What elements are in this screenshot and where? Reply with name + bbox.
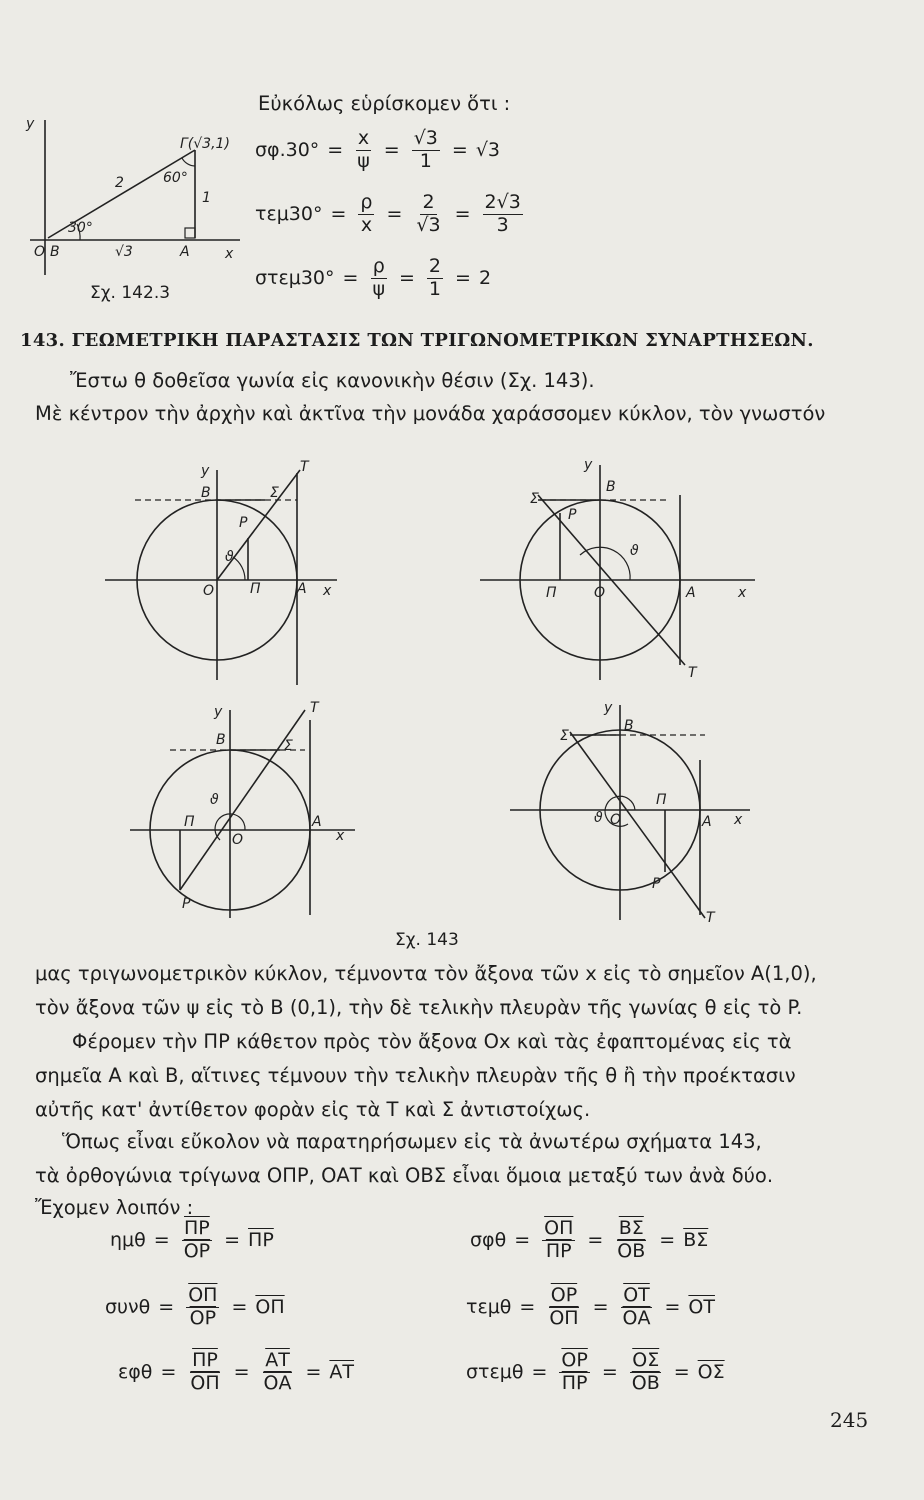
eq3-lhs: στεμ30° <box>255 267 335 290</box>
q3-label-P: P <box>182 896 191 912</box>
formula-cosecant-result: $\overline{O\Sigma}$ <box>697 1361 725 1384</box>
figure-142-3 <box>20 110 250 285</box>
formula-cotangent-frac2: $\frac{\overline{B\Sigma}}{OB}$ <box>617 1217 646 1262</box>
fig1-label-point: Γ(√3,1) <box>180 136 230 152</box>
equation-cot30: σφ.30° = $\frac{x}{\psi}$ = $\frac{√3}{1}$ = √3 <box>255 127 501 172</box>
figure-143-quadrant-4 <box>510 700 780 925</box>
q1-label-theta: ϑ <box>225 549 234 565</box>
fig1-label-60: 60° <box>163 170 188 186</box>
fig1-label-30: 30° <box>68 220 93 236</box>
paragraph-line-7: τὰ ὀρθογώνια τρίγωνα ΟΠΡ, ΟΑΤ καὶ ΟΒΣ εἶναι ὅμοια μεταξύ των ἀνὰ δύο. <box>35 1164 774 1187</box>
q1-label-y: y <box>201 463 210 479</box>
formula-tangent-result: $\overline{AT}$ <box>329 1361 355 1384</box>
terminal-side <box>180 710 305 890</box>
q4-label-x: x <box>734 812 743 828</box>
figure-143-quadrant-2 <box>480 455 770 685</box>
formula-sine-result: $\overline{\Pi P}$ <box>248 1229 274 1252</box>
q4-label-O: O <box>610 812 622 828</box>
q3-label-theta: ϑ <box>210 792 219 808</box>
q2-label-O: O <box>594 585 606 601</box>
q4-label-A: A <box>702 814 712 830</box>
q2-label-theta: ϑ <box>630 543 639 559</box>
fig1-label-sqrt3: √3 <box>115 244 133 260</box>
q1-label-P: P <box>239 515 248 531</box>
q2-label-S: Σ <box>530 491 539 507</box>
fig1-label-2: 2 <box>115 175 124 191</box>
eq2-frac2: $\frac{2}{√3}$ <box>416 191 441 236</box>
q2-label-B: B <box>606 479 616 495</box>
q1-label-S: Σ <box>270 485 279 501</box>
formula-cotangent-lhs: σφθ <box>470 1229 507 1252</box>
q4-label-theta: ϑ <box>594 810 603 826</box>
formula-cosine-frac: $\frac{\overline{O\Pi}}{OP}$ <box>188 1284 218 1329</box>
q1-label-Pi: Π <box>250 581 261 597</box>
theta-arc <box>233 557 245 580</box>
formula-tangent-frac2: $\frac{\overline{AT}}{OA}$ <box>263 1349 292 1394</box>
eq1-lhs: σφ.30° <box>255 139 320 162</box>
formula-cosecant-frac2: $\frac{\overline{O\Sigma}}{OB}$ <box>631 1349 660 1394</box>
paragraph-line-4: σημεῖα A καὶ B, αἵτινες τέμνουν τὴν τελικὴν πλευρὰν τῆς θ ἢ τὴν προέκτασιν <box>35 1064 796 1087</box>
q3-label-O: O <box>232 832 244 848</box>
q2-label-P: P <box>568 507 577 523</box>
fig1-label-y: y <box>26 116 35 132</box>
formula-cotangent-frac1: $\frac{\overline{O\Pi}}{\Pi P}$ <box>544 1217 574 1262</box>
q3-label-T: T <box>310 700 319 716</box>
q4-label-T: T <box>706 910 715 926</box>
intro-text: Εὐκόλως εὑρίσκομεν ὅτι : <box>258 92 511 115</box>
eq3-frac1: $\frac{\rho}{\psi}$ <box>372 255 385 300</box>
q2-label-y: y <box>584 457 593 473</box>
paragraph-line-6: Ὅπως εἶναι εὔκολον νὰ παρατηρήσωμεν εἰς τὰ ἀνωτέρω σχήματα 143, <box>62 1130 762 1153</box>
angle-arc-60 <box>182 158 195 166</box>
eq3-frac2: $\frac{2}{1}$ <box>428 255 442 300</box>
formula-tangent: εφθ = $\frac{\overline{\Pi P}}{O\Pi}$ = $\frac{\overline{AT}}{OA}$ = $\overline{AT}$ <box>118 1349 355 1394</box>
eq2-frac1: $\frac{\rho}{x}$ <box>360 191 373 236</box>
formula-sine-lhs: ημθ <box>110 1229 146 1252</box>
fig1-label-B: B <box>50 244 60 260</box>
q4-label-Pi: Π <box>656 792 667 808</box>
q1-label-T: T <box>300 459 309 475</box>
formula-cosine: συνθ = $\frac{\overline{O\Pi}}{OP}$ = $\overline{O\Pi}$ <box>105 1284 285 1329</box>
formula-sine: ημθ = $\frac{\overline{\Pi P}}{OP}$ = $\overline{\Pi P}$ <box>110 1217 274 1262</box>
page-number: 245 <box>830 1408 869 1432</box>
formula-secant-result: $\overline{OT}$ <box>688 1296 715 1319</box>
section-heading: 143. ΓΕΩΜΕΤΡΙΚΗ ΠΑΡΑΣΤΑΣΙΣ ΤΩΝ ΤΡΙΓΩΝΟΜΕΤΡΙΚΩΝ ΣΥΝΑΡΤΗΣΕΩΝ. <box>20 330 814 351</box>
q1-label-A: A <box>297 581 307 597</box>
fig1-label-1: 1 <box>202 190 211 206</box>
figure-142-3-caption: Σχ. 142.3 <box>90 283 171 303</box>
formula-sine-frac: $\frac{\overline{\Pi P}}{OP}$ <box>183 1217 211 1262</box>
eq1-frac2: $\frac{√3}{1}$ <box>413 127 438 172</box>
formula-tangent-frac1: $\frac{\overline{\Pi P}}{O\Pi}$ <box>190 1349 220 1394</box>
q3-label-y: y <box>214 704 223 720</box>
q2-label-T: T <box>688 665 697 681</box>
q2-label-x: x <box>738 585 747 601</box>
formula-cotangent-result: $\overline{B\Sigma}$ <box>683 1229 709 1252</box>
formula-secant: τεμθ = $\frac{\overline{OP}}{O\Pi}$ = $\frac{\overline{OT}}{OA}$ = $\overline{OT}$ <box>466 1284 715 1329</box>
figure-143-quadrant-3 <box>130 700 380 925</box>
fig1-label-x: x <box>225 246 234 262</box>
paragraph-line-1: μας τριγωνομετρικὸν κύκλον, τέμνοντα τὸν ἄξονα τῶν x εἰς τὸ σημεῖον A(1,0), <box>35 962 817 985</box>
eq3-result: 2 <box>478 267 492 290</box>
q3-label-Pi: Π <box>184 814 195 830</box>
eq2-frac3: $\frac{2√3}{3}$ <box>484 191 521 236</box>
q4-label-P: P <box>652 876 661 892</box>
formula-secant-frac2: $\frac{\overline{OT}}{OA}$ <box>622 1284 651 1329</box>
formula-cosecant: στεμθ = $\frac{\overline{OP}}{\Pi P}$ = $\frac{\overline{O\Sigma}}{OB}$ = $\overline{O\Sigma}$ <box>466 1349 725 1394</box>
formula-cosecant-lhs: στεμθ <box>466 1361 524 1384</box>
q4-label-y: y <box>604 700 613 716</box>
q1-label-B: B <box>201 485 211 501</box>
q3-label-x: x <box>336 828 345 844</box>
fig1-label-A: A <box>180 244 190 260</box>
section-line-2: Μὲ κέντρον τὴν ἀρχὴν καὶ ἀκτῖνα τὴν μονάδα χαράσσομεν κύκλον, τὸν γνωστόν <box>35 402 826 425</box>
q2-label-A: A <box>686 585 696 601</box>
q4-label-B: B <box>624 718 634 734</box>
formula-tangent-lhs: εφθ <box>118 1361 153 1384</box>
paragraph-line-2: τὸν ἄξονα τῶν ψ εἰς τὸ B (0,1), τὴν δὲ τελικὴν πλευρὰν τῆς γωνίας θ εἰς τὸ P. <box>35 996 803 1019</box>
formula-cotangent: σφθ = $\frac{\overline{O\Pi}}{\Pi P}$ = $\frac{\overline{B\Sigma}}{OB}$ = $\overline{B\Sigma}$ <box>470 1217 709 1262</box>
terminal-side <box>570 732 705 918</box>
paragraph-line-3: Φέρομεν τὴν ΠΡ κάθετον πρὸς τὸν ἄξονα Ox καὶ τὰς ἐφαπτομένας εἰς τὰ <box>72 1030 792 1053</box>
q1-label-O: O <box>203 583 215 599</box>
figure-143-caption: Σχ. 143 <box>395 930 459 950</box>
right-angle-mark <box>185 228 195 238</box>
formula-secant-frac1: $\frac{\overline{OP}}{O\Pi}$ <box>549 1284 579 1329</box>
eq1-result: √3 <box>475 139 501 162</box>
q3-label-S: Σ <box>284 738 293 754</box>
formula-cosine-result: $\overline{O\Pi}$ <box>255 1296 285 1319</box>
formula-secant-lhs: τεμθ <box>466 1296 512 1319</box>
formula-cosecant-frac1: $\frac{\overline{OP}}{\Pi P}$ <box>561 1349 588 1394</box>
q2-label-Pi: Π <box>546 585 557 601</box>
q1-label-x: x <box>323 583 332 599</box>
q4-label-S: Σ <box>560 728 569 744</box>
q3-label-B: B <box>216 732 226 748</box>
paragraph-line-5: αὐτῆς κατ' ἀντίθετον φορὰν εἰς τὰ T καὶ Σ ἀντιστοίχως. <box>35 1098 591 1121</box>
eq2-lhs: τεμ30° <box>255 203 323 226</box>
q3-label-A: A <box>312 814 322 830</box>
section-line-1: Ἔστω θ δοθεῖσα γωνία εἰς κανονικὴν θέσιν (Σχ. 143). <box>70 369 595 392</box>
equation-csc30: στεμ30° = $\frac{\rho}{\psi}$ = $\frac{2}{1}$ = 2 <box>255 255 492 300</box>
figure-143-quadrant-1 <box>105 455 360 685</box>
eq1-frac1: $\frac{x}{\psi}$ <box>357 127 370 172</box>
paragraph-line-8: Ἔχομεν λοιπόν : <box>35 1196 194 1219</box>
formula-cosine-lhs: συνθ <box>105 1296 151 1319</box>
equation-sec30: τεμ30° = $\frac{\rho}{x}$ = $\frac{2}{√3}$ = $\frac{2√3}{3}$ <box>255 191 521 236</box>
fig1-label-O: O <box>34 244 46 260</box>
